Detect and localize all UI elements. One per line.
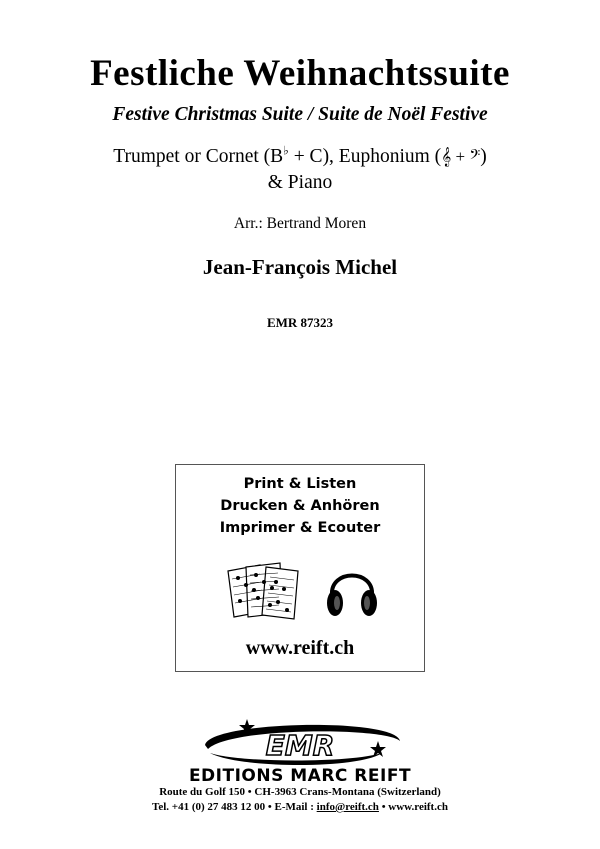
promo-line-3: Imprimer & Ecouter bbox=[219, 520, 381, 536]
instrumentation-suffix: ) bbox=[480, 146, 487, 167]
publisher-contact bbox=[0, 801, 600, 813]
logo-letters: EMR bbox=[265, 729, 335, 762]
email-link[interactable]: info@reift.ch bbox=[316, 801, 379, 813]
instrumentation-mid: + C), Euphonium ( bbox=[288, 146, 442, 167]
page-title: Festliche Weihnachtssuite bbox=[90, 53, 510, 94]
instrumentation-line1 bbox=[0, 143, 600, 168]
promo-line-1: Print & Listen bbox=[243, 476, 357, 492]
publisher-name: EDITIONS MARC REIFT bbox=[188, 766, 412, 786]
publisher-phone: Tel. +41 (0) 27 483 12 00 • E-Mail : bbox=[152, 801, 317, 813]
print-listen-box bbox=[175, 464, 425, 672]
website-url[interactable]: www.reift.ch bbox=[245, 637, 355, 659]
sheet-music-icon bbox=[224, 561, 304, 623]
flat-symbol: ♭ bbox=[283, 143, 289, 158]
catalog-number: EMR 87323 bbox=[266, 315, 334, 330]
clefs-icon: 𝄞 + 𝄢 bbox=[441, 147, 481, 166]
instrumentation-prefix: Trumpet or Cornet (B bbox=[113, 146, 284, 167]
promo-line-2: Drucken & Anhören bbox=[220, 498, 380, 514]
subtitle: Festive Christmas Suite / Suite de Noël Festive bbox=[112, 104, 488, 125]
publisher-website[interactable]: • www.reift.ch bbox=[378, 801, 448, 813]
composer: Jean-François Michel bbox=[202, 255, 398, 279]
arranger: Arr.: Bertrand Moren bbox=[233, 215, 367, 232]
emr-logo bbox=[150, 715, 450, 787]
publisher-address: Route du Golf 150 • CH-3963 Crans-Montana (Switzerland) bbox=[159, 786, 441, 798]
instrumentation-line2: & Piano bbox=[267, 172, 333, 193]
headphones-icon bbox=[324, 559, 380, 621]
